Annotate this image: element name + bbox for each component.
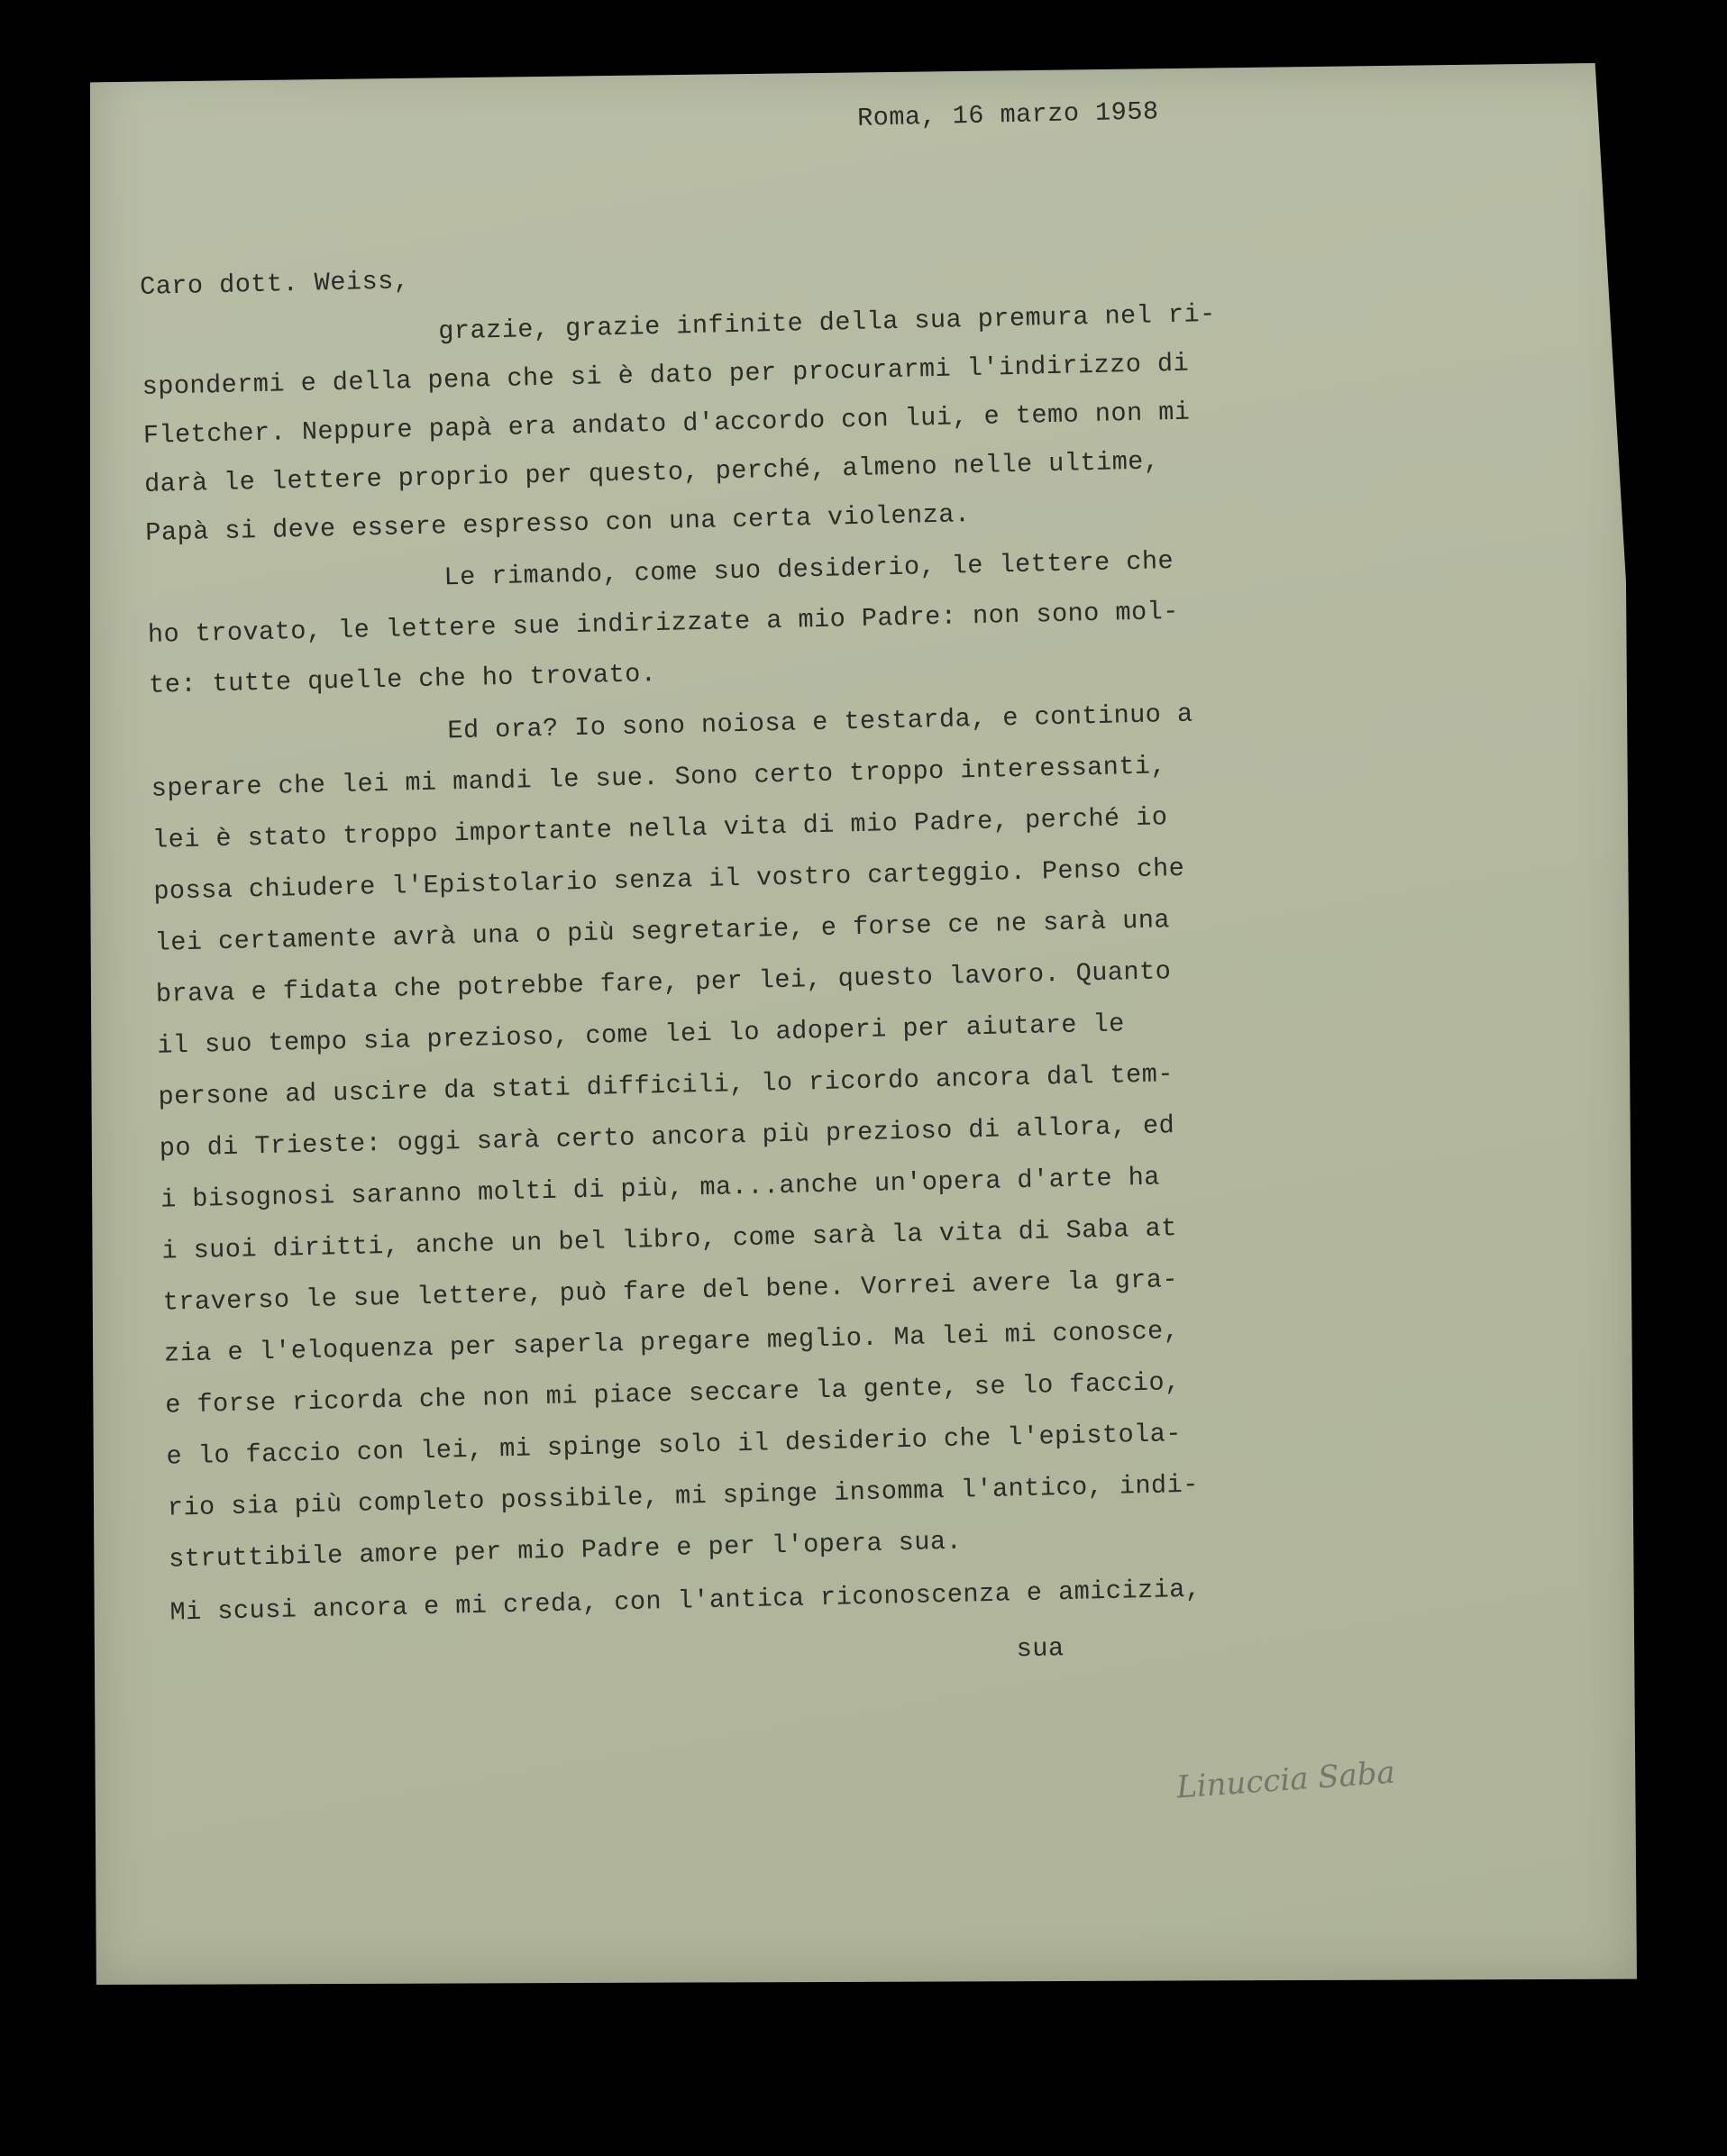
- letter-line: Ed ora? Io sono noiosa e testarda, e continuo a: [447, 699, 1193, 746]
- letter-line: struttibile amore per mio Padre e per l'opera sua.: [168, 1526, 963, 1575]
- letter-date: Roma, 16 marzo 1958: [856, 96, 1159, 133]
- letter-salutation: Caro dott. Weiss,: [139, 266, 410, 302]
- letter-line: lei è stato troppo importante nella vita di mio Padre, perché io: [151, 802, 1168, 855]
- letter-line: spondermi e della pena che si è dato per procurarmi l'indirizzo di: [142, 348, 1190, 402]
- letter-line: Mi scusi ancora e mi creda, con l'antica riconoscenza e amicizia,: [169, 1574, 1202, 1628]
- letter-line: Fletcher. Neppure papà era andato d'accordo con lui, e temo non mi: [142, 397, 1191, 451]
- letter-line: darà le lettere proprio per questo, perché, almeno nelle ultime,: [143, 446, 1160, 499]
- letter-line: Papà si deve essere espresso con una certa violenza.: [145, 499, 971, 548]
- letter-line: zia e l'eloquenza per saperla pregare meglio. Ma lei mi conosce,: [163, 1316, 1180, 1369]
- letter-line: e forse ricorda che non mi piace seccare la gente, se lo faccio,: [164, 1367, 1182, 1421]
- letter-line: te: tutte quelle che ho trovato.: [148, 659, 657, 700]
- handwritten-signature: Linuccia Saba: [1174, 1754, 1396, 1806]
- letter-closing: sua: [1016, 1633, 1065, 1665]
- letter-line: il suo tempo sia prezioso, come lei lo adoperi per aiutare le: [156, 1009, 1126, 1061]
- letter-line: i bisognosi saranno molti di più, ma...anche un'opera d'arte ha: [160, 1162, 1161, 1215]
- letter-line: brava e fidata che potrebbe fare, per lei, questo lavoro. Quanto: [155, 956, 1172, 1009]
- letter-line: i suoi diritti, anche un bel libro, come sarà la vita di Saba at: [161, 1213, 1178, 1266]
- letter-line: e lo faccio con lei, mi spinge solo il desiderio che l'epistola-: [166, 1419, 1183, 1472]
- letter-line: po di Trieste: oggi sarà certo ancora più prezioso di allora, ed: [159, 1110, 1175, 1164]
- letter-line: possa chiudere l'Epistolario senza il vostro carteggio. Penso che: [153, 853, 1185, 907]
- letter-line: sperare che lei mi mandi le sue. Sono certo troppo interessanti,: [151, 751, 1167, 804]
- letter-line: rio sia più completo possibile, mi spinge insomma l'antico, indi-: [167, 1469, 1200, 1523]
- letter-line: Le rimando, come suo desiderio, le lettere che: [443, 546, 1174, 593]
- letter-line: ho trovato, le lettere sue indirizzate a mio Padre: non sono mol-: [147, 596, 1180, 650]
- letter-line: grazie, grazie infinite della sua premura nel ri-: [438, 298, 1217, 347]
- letter-line: lei certamente avrà una o più segretarie, e forse ce ne sarà una: [154, 905, 1171, 958]
- letter-line: traverso le sue lettere, può fare del bene. Vorrei avere la gra-: [162, 1265, 1179, 1318]
- letter-line: persone ad uscire da stati difficili, lo ricordo ancora dal tem-: [158, 1059, 1174, 1112]
